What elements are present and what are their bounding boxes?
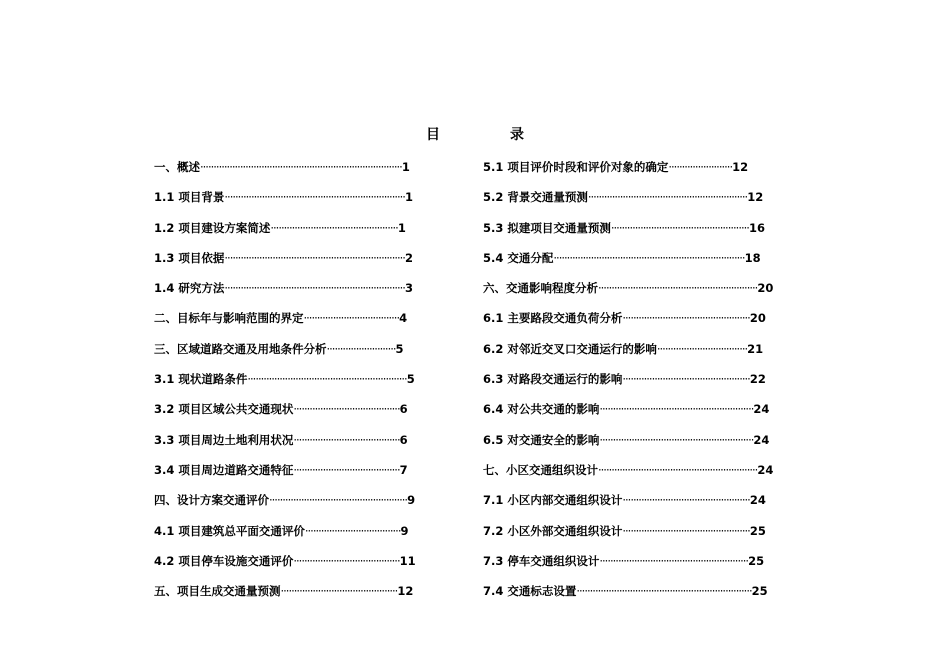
toc-leader-dots: ···································· — [304, 523, 401, 538]
toc-leader-dots: ·························································· — [599, 402, 754, 417]
toc-leader-dots: ········································································ — [553, 250, 745, 265]
toc-entry-label: 5.4 交通分配 — [483, 250, 554, 265]
toc-entry-page: 22 — [749, 372, 766, 387]
toc-entry-page: 12 — [397, 584, 414, 599]
toc-left-column — [154, 158, 436, 612]
toc-leader-dots: ·························································· — [599, 432, 754, 447]
toc-leader-dots: ················································ — [622, 372, 750, 387]
toc-entry-page: 25 — [748, 553, 765, 568]
toc-leader-dots: ·································································· — [576, 584, 752, 599]
toc-entry-label: 6.3 对路段交通运行的影响 — [483, 372, 623, 387]
toc-leader-dots: ········································ — [293, 402, 400, 417]
toc-entry[interactable] — [154, 582, 436, 612]
toc-entry-label: 7.1 小区内部交通组织设计 — [483, 493, 623, 508]
toc-entry[interactable] — [154, 491, 436, 521]
toc-entry[interactable] — [154, 158, 436, 188]
toc-entry-page: 7 — [399, 462, 408, 477]
toc-entry[interactable] — [483, 400, 779, 430]
toc-leader-dots: ················································ — [622, 311, 750, 326]
toc-leader-dots: ················································ — [270, 220, 398, 235]
toc-entry-label: 4.2 项目停车设施交通评价 — [154, 553, 294, 568]
toc-entry[interactable] — [483, 249, 779, 279]
toc-leader-dots: ················································ — [622, 493, 750, 508]
toc-entry[interactable] — [154, 188, 436, 218]
toc-leader-dots: ········································ — [293, 462, 400, 477]
toc-entry[interactable] — [154, 431, 436, 461]
toc-entry-label: 6.4 对公共交通的影响 — [483, 402, 600, 417]
toc-entry[interactable] — [154, 461, 436, 491]
toc-entry-label: 二、目标年与影响范围的界定 — [154, 311, 304, 326]
toc-entry[interactable] — [154, 219, 436, 249]
toc-leader-dots: ···················································· — [610, 220, 749, 235]
toc-entry-page: 12 — [732, 160, 749, 174]
toc-entry[interactable] — [483, 219, 779, 249]
toc-leader-dots: ···························································· — [598, 462, 758, 477]
toc-title-char-2: 录 — [510, 127, 524, 143]
toc-entry[interactable] — [154, 279, 436, 309]
toc-entry-page: 24 — [749, 493, 766, 508]
toc-entry[interactable] — [483, 431, 779, 461]
toc-entry-page: 25 — [751, 584, 768, 599]
toc-entry-label: 7.2 小区外部交通组织设计 — [483, 523, 623, 538]
toc-entry[interactable] — [483, 491, 779, 521]
toc-entry-page: 1 — [397, 220, 406, 235]
toc-entry-page: 24 — [757, 462, 774, 477]
toc-leader-dots: ···································· — [303, 311, 400, 326]
toc-entry-page: 24 — [753, 432, 770, 447]
toc-entry-label: 一、概述 — [154, 160, 200, 174]
toc-leader-dots: ········································ — [293, 553, 400, 568]
toc-entry-label: 1.3 项目依据 — [154, 250, 225, 265]
toc-entry-label: 6.2 对邻近交叉口交通运行的影响 — [483, 341, 657, 356]
toc-leader-dots: ············································ — [280, 584, 398, 599]
toc-entry-page: 11 — [399, 553, 416, 568]
toc-title — [0, 124, 950, 144]
toc-entry-page: 6 — [399, 402, 408, 417]
toc-entry[interactable] — [483, 279, 779, 309]
toc-entry-label: 七、小区交通组织设计 — [483, 462, 598, 477]
toc-entry[interactable] — [483, 582, 779, 612]
toc-entry[interactable] — [483, 522, 779, 552]
toc-entry[interactable] — [154, 400, 436, 430]
toc-leader-dots: ···················································· — [269, 493, 408, 508]
toc-entry[interactable] — [154, 340, 436, 370]
toc-entry-label: 5.2 背景交通量预测 — [483, 190, 588, 205]
toc-entry-label: 四、设计方案交通评价 — [154, 493, 269, 508]
toc-entry[interactable] — [483, 461, 779, 491]
toc-entry-page: 1 — [404, 190, 413, 205]
toc-entry-page: 21 — [747, 341, 764, 356]
toc-entry-label: 六、交通影响程度分析 — [483, 281, 598, 296]
toc-entry-label: 5.1 项目评价时段和评价对象的确定 — [483, 160, 669, 174]
toc-title-char-1: 目 — [426, 127, 440, 143]
toc-entry-label: 五、项目生成交通量预测 — [154, 584, 281, 599]
toc-entry-page: 16 — [748, 220, 765, 235]
toc-entry[interactable] — [154, 370, 436, 400]
toc-entry-page: 5 — [395, 341, 404, 356]
toc-entry-page: 9 — [407, 493, 416, 508]
toc-entry-page: 3 — [404, 281, 413, 296]
toc-entry[interactable] — [483, 340, 779, 370]
toc-entry-label: 6.1 主要路段交通负荷分析 — [483, 311, 623, 326]
toc-entry-label: 1.1 项目背景 — [154, 190, 225, 205]
toc-entry[interactable] — [483, 188, 779, 218]
toc-leader-dots: ·································· — [656, 341, 748, 356]
toc-entry-page: 2 — [404, 250, 413, 265]
toc-leader-dots: ············································································ — [200, 160, 402, 174]
toc-entry-page: 12 — [747, 190, 764, 205]
toc-entry-page: 9 — [400, 523, 409, 538]
toc-entry-page: 5 — [406, 372, 415, 387]
toc-entry-page: 4 — [399, 311, 408, 326]
toc-entry-page: 20 — [749, 311, 766, 326]
toc-entry-page: 18 — [744, 250, 761, 265]
toc-entry[interactable] — [483, 309, 779, 339]
toc-entry-label: 6.5 对交通安全的影响 — [483, 432, 600, 447]
toc-leader-dots: ···························································· — [598, 281, 758, 296]
toc-entry-page: 6 — [399, 432, 408, 447]
toc-entry-label: 7.3 停车交通组织设计 — [483, 553, 600, 568]
toc-entry-page: 1 — [401, 160, 410, 174]
toc-entry-label: 三、区域道路交通及用地条件分析 — [154, 341, 327, 356]
toc-entry[interactable] — [483, 370, 779, 400]
toc-entry-label: 3.3 项目周边土地利用状况 — [154, 432, 294, 447]
toc-entry-label: 4.1 项目建筑总平面交通评价 — [154, 523, 305, 538]
toc-leader-dots: ························ — [668, 160, 733, 174]
toc-entry[interactable] — [154, 309, 436, 339]
toc-entry-label: 5.3 拟建项目交通量预测 — [483, 220, 611, 235]
toc-leader-dots: ························································ — [599, 553, 749, 568]
toc-entry-label: 1.2 项目建设方案简述 — [154, 220, 271, 235]
toc-leader-dots: ···································································· — [224, 250, 405, 265]
toc-entry-label: 3.4 项目周边道路交通特征 — [154, 462, 294, 477]
toc-entry-page: 24 — [753, 402, 770, 417]
toc-leader-dots: ···································································· — [224, 190, 405, 205]
toc-entry[interactable] — [154, 249, 436, 279]
toc-entry-label: 3.2 项目区域公共交通现状 — [154, 402, 294, 417]
toc-leader-dots: ·························· — [326, 341, 396, 356]
toc-leader-dots: ···································································· — [224, 281, 405, 296]
toc-entry-label: 3.1 现状道路条件 — [154, 372, 248, 387]
toc-entry-label: 7.4 交通标志设置 — [483, 584, 577, 599]
toc-leader-dots: ················································ — [622, 523, 750, 538]
toc-leader-dots: ···························································· — [247, 372, 407, 387]
toc-entry[interactable] — [154, 552, 436, 582]
toc-entry[interactable] — [483, 158, 779, 188]
toc-leader-dots: ···························································· — [587, 190, 748, 205]
toc-entry-label: 1.4 研究方法 — [154, 281, 225, 296]
toc-entry-page: 20 — [757, 281, 774, 296]
toc-leader-dots: ········································ — [293, 432, 400, 447]
toc-entry-page: 25 — [749, 523, 766, 538]
toc-right-column — [483, 158, 779, 612]
toc-entry[interactable] — [154, 522, 436, 552]
toc-entry[interactable] — [483, 552, 779, 582]
